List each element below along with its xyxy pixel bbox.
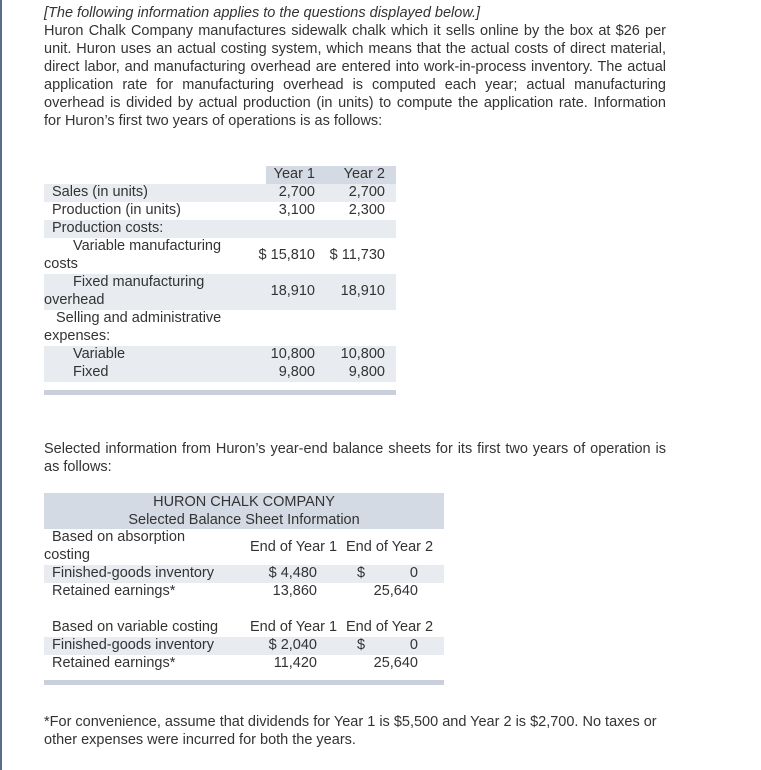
variable-mfg-year-1: $ 15,810: [258, 247, 315, 263]
intro-paragraph: [44, 4, 666, 130]
table-row: [44, 565, 444, 583]
variable-mfg-label: Variable manufacturing: [73, 238, 222, 254]
sales-label: Sales (in units): [52, 184, 148, 200]
abs-re-year-2: 25,640: [373, 583, 418, 599]
abs-re-label: Retained earnings*: [52, 583, 176, 599]
table-row: [44, 202, 396, 220]
variable-sga-label: Variable: [73, 346, 126, 362]
var-header-end-year-1: End of Year 1: [250, 619, 338, 635]
table-row: [44, 346, 396, 364]
fixed-sga-year-1: 9,800: [278, 364, 315, 380]
table-row: [44, 529, 444, 565]
var-fg-year-1: $ 2,040: [268, 637, 317, 653]
abs-re-year-1: 13,860: [272, 583, 317, 599]
absorption-label-cont: costing: [44, 547, 90, 563]
abs-fg-dollar: $: [357, 565, 366, 581]
table-bottom-rule: [44, 680, 444, 685]
production-label: Production (in units): [52, 202, 181, 218]
table-row: [44, 364, 396, 382]
table-row: [44, 619, 444, 637]
production-year-1: 3,100: [278, 202, 315, 218]
abs-fg-label: Finished-goods inventory: [52, 565, 215, 581]
var-header-end-year-2: End of Year 2: [346, 619, 434, 635]
absorption-label: Based on absorption: [52, 529, 186, 545]
table-row: [44, 238, 396, 274]
table-row: [44, 583, 444, 601]
variable-costing-label: Based on variable costing: [52, 619, 219, 635]
abs-fg-year-1: $ 4,480: [268, 565, 317, 581]
table-row: [44, 220, 396, 238]
sales-year-1: 2,700: [278, 184, 315, 200]
sales-year-2: 2,700: [348, 184, 385, 200]
fixed-mfg-label-cont: overhead: [44, 292, 105, 308]
balance-sheet-intro: Selected information from Huron’s year-end balance sheets for its first two years of operation is as follows:: [44, 441, 666, 475]
var-re-year-2: 25,640: [373, 655, 418, 671]
balance-sheet-header: [44, 493, 444, 529]
fixed-sga-label: Fixed: [73, 364, 109, 380]
intro-text: Huron Chalk Company manufactures sidewalk chalk which it sells online by the box at $26 per unit. Huron uses an actual costing system, which means that the actual costs of direct material, direct labor, and manufacturing overhead are entered into work-in-process inventory. The actual application rate for manufacturing overhead is computed each year; actual manufacturing overhead is divided by actual production (in units) to compute the application rate. Information for Huron’s first two years of operations is as follows:: [44, 23, 666, 129]
header-end-year-1: End of Year 1: [250, 539, 338, 555]
header-end-year-2: End of Year 2: [346, 539, 434, 555]
footnote: *For convenience, assume that dividends for Year 1 is $5,500 and Year 2 is $2,700. No taxes or other expenses were incurred for both the years.: [44, 714, 657, 748]
fixed-mfg-year-1: 18,910: [270, 283, 315, 299]
production-costs-label: Production costs:: [52, 220, 164, 236]
variable-sga-year-1: 10,800: [270, 346, 315, 362]
sga-label-cont: expenses:: [44, 328, 111, 344]
table-header-row: [44, 166, 396, 184]
var-re-label: Retained earnings*: [52, 655, 176, 671]
fixed-mfg-label: Fixed manufacturing: [73, 274, 205, 290]
cost-table: [44, 166, 396, 395]
var-fg-year-2: 0: [409, 637, 418, 653]
var-re-year-1: 11,420: [273, 655, 317, 671]
table-row: [44, 655, 444, 673]
table-row: [44, 310, 396, 346]
variable-mfg-year-2: $ 11,730: [329, 247, 385, 263]
var-fg-dollar: $: [357, 637, 366, 653]
variable-mfg-label-cont: costs: [44, 256, 78, 272]
company-name: HURON CHALK COMPANY: [153, 494, 335, 510]
table-bottom-rule: [44, 390, 396, 395]
header-year-1: Year 1: [273, 166, 315, 182]
balance-sheet-subtitle: Selected Balance Sheet Information: [128, 512, 360, 528]
balance-sheet-table: [44, 493, 444, 685]
variable-sga-year-2: 10,800: [340, 346, 385, 362]
header-year-2: Year 2: [343, 166, 385, 182]
abs-fg-year-2: 0: [409, 565, 418, 581]
sga-label: Selling and administrative: [56, 310, 222, 326]
intro-lead: [The following information applies to the questions displayed below.]: [44, 5, 481, 21]
left-border: [0, 0, 2, 770]
table-row: [44, 274, 396, 310]
table-row: [44, 184, 396, 202]
fixed-mfg-year-2: 18,910: [340, 283, 385, 299]
fixed-sga-year-2: 9,800: [348, 364, 385, 380]
var-fg-label: Finished-goods inventory: [52, 637, 215, 653]
production-year-2: 2,300: [348, 202, 385, 218]
table-row: [44, 637, 444, 655]
